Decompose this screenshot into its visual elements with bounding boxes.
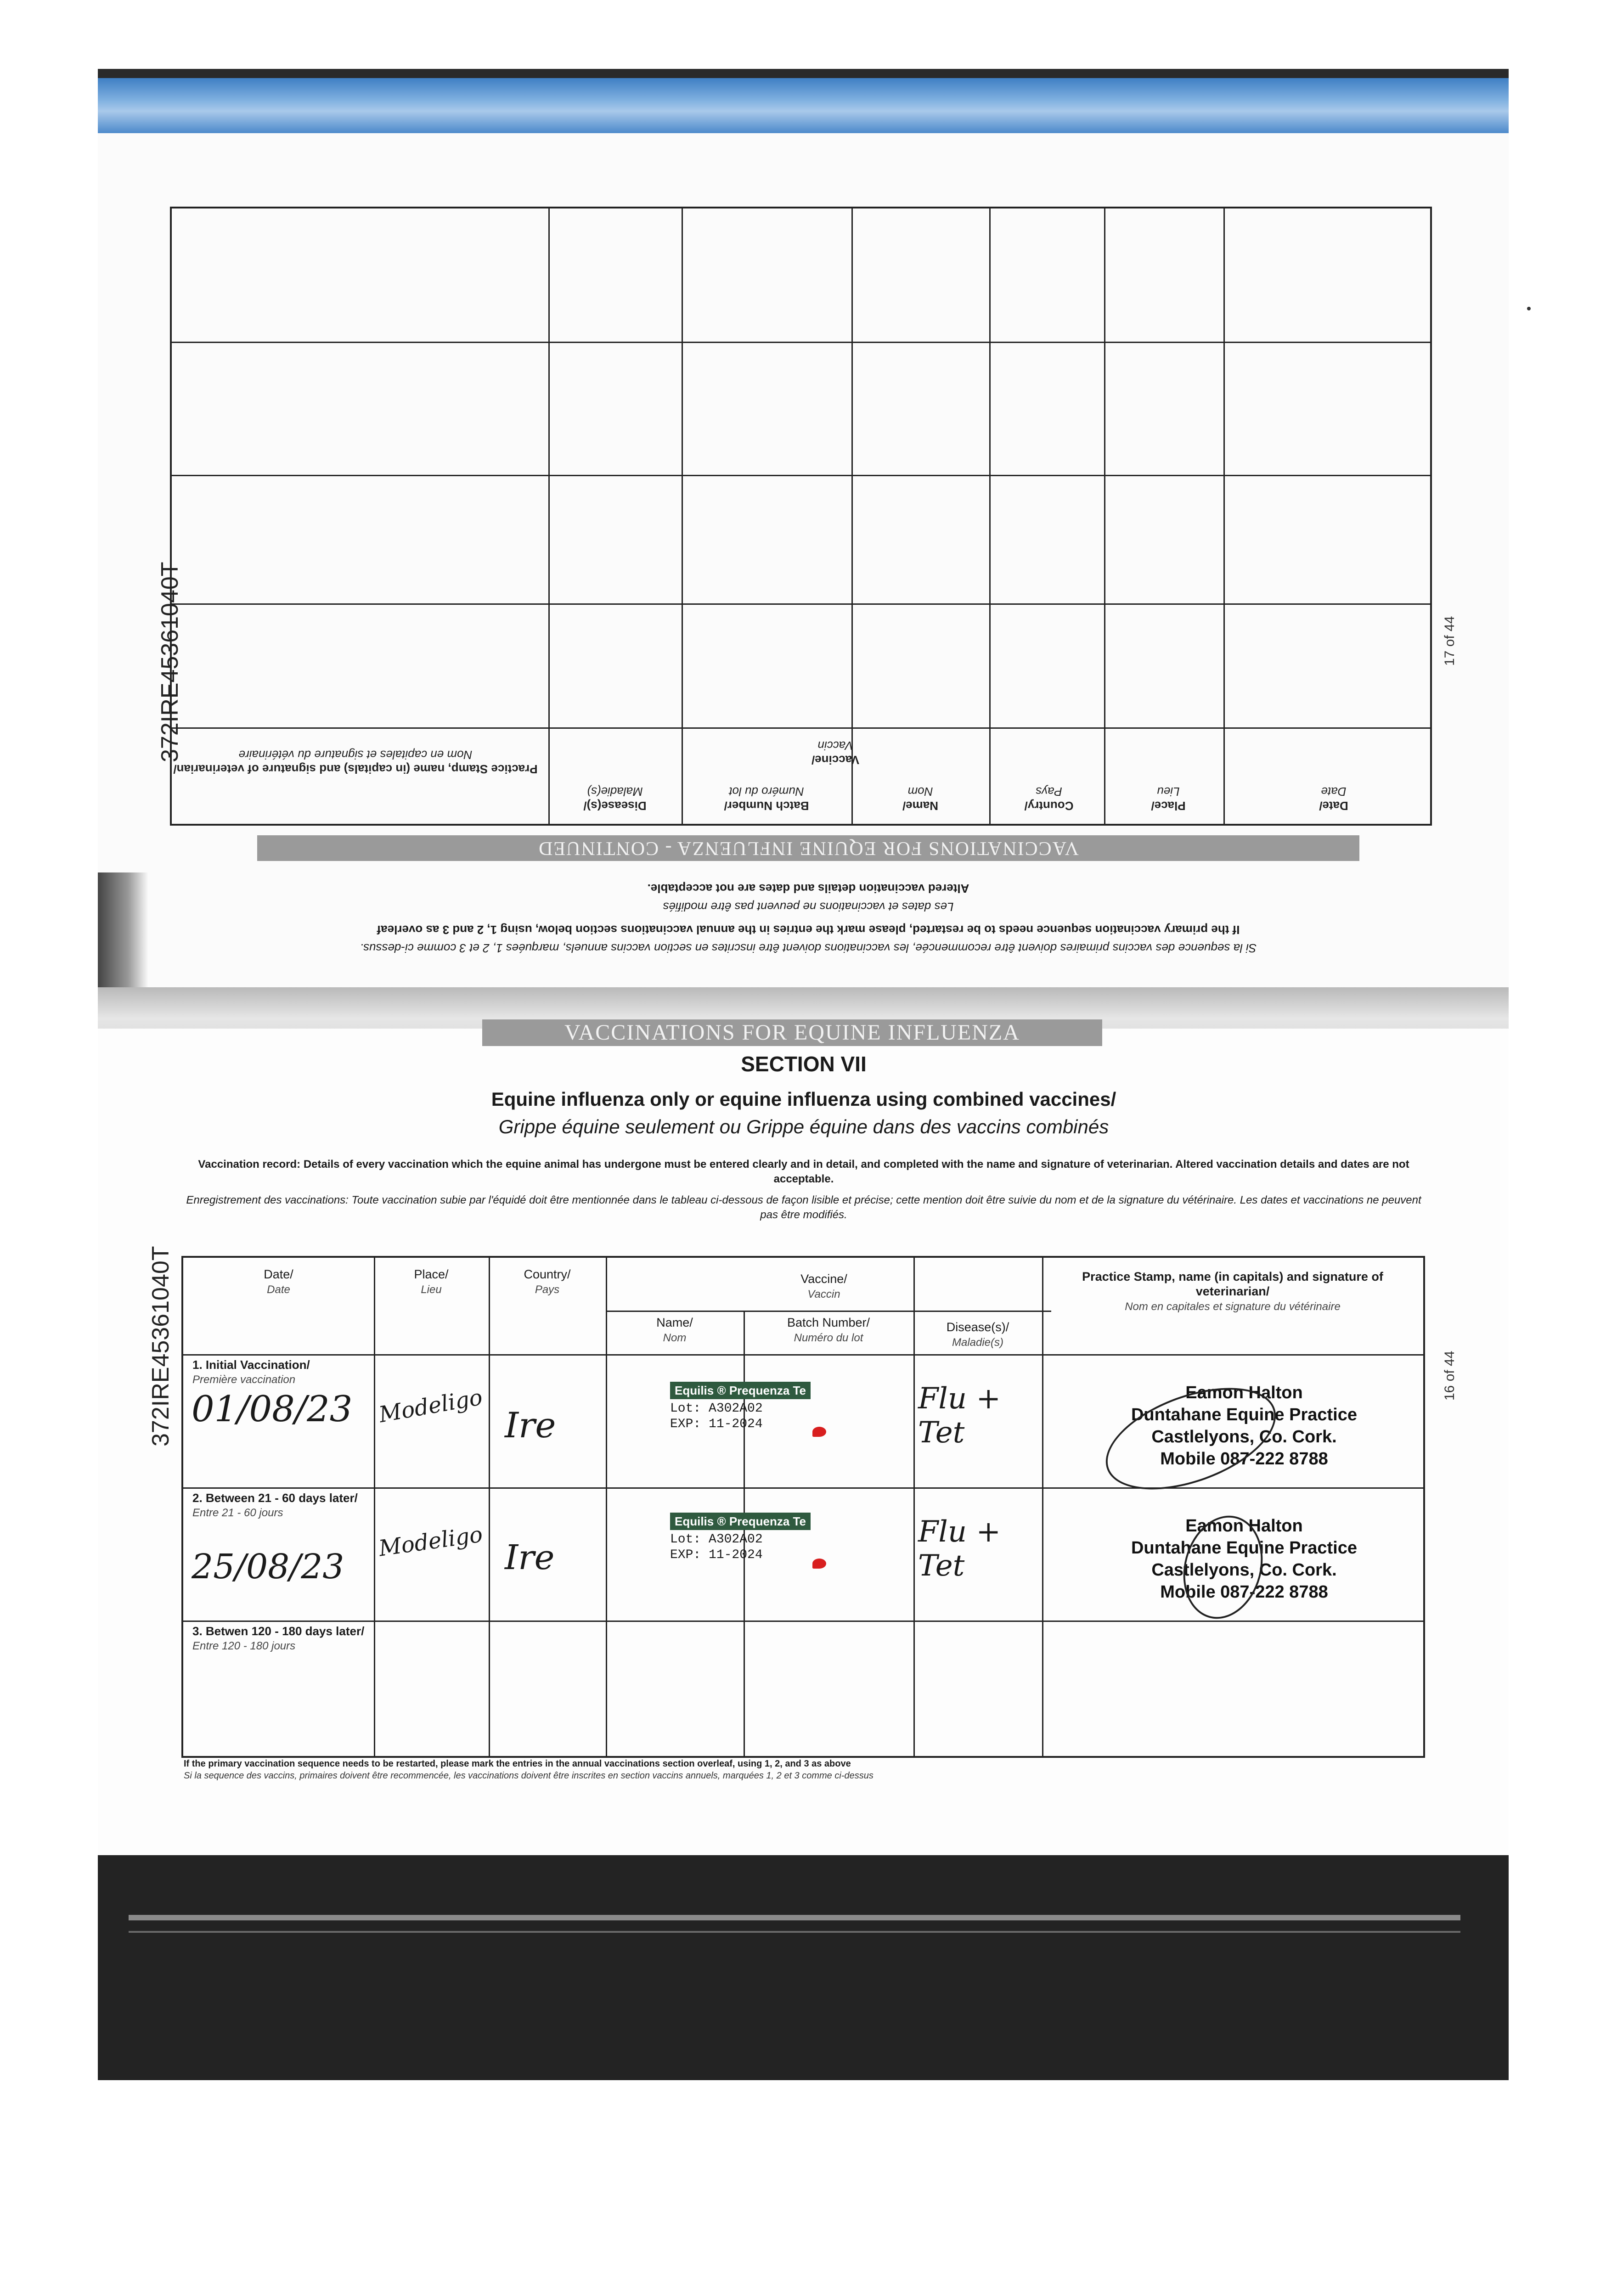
- upper-col-disease: Disease(s)/ Maladie(s): [583, 785, 647, 813]
- row-2-lot: Lot: A302A02: [670, 1532, 763, 1547]
- row-2-country: Ire: [505, 1538, 555, 1577]
- section-title: SECTION VII: [741, 1052, 867, 1076]
- upper-col-name: Name/ Nom: [902, 785, 939, 813]
- upper-col-country: Country/ Pays: [1024, 785, 1074, 813]
- footer-restart-fr: Si la sequence des vaccins, primaires doivent être recommencée, les vaccinations doivent être inscrites en section vaccins annuels, marquées 1, 2 et 3 comme ci-dessus: [184, 1771, 873, 1781]
- subtitle-en: Equine influenza only or equine influenza using combined vaccines/: [491, 1088, 1116, 1110]
- row-2-label: 2. Between 21 - 60 days later/ Entre 21 - 60 jours: [192, 1491, 358, 1519]
- upper-note-restart-en: If the primary vaccination sequence needs to be restarted, please mark the entries in the annual vaccinations section below, using 1, 2 and 3 as overleaf: [377, 923, 1240, 937]
- page-number-upper: 17 of 44: [1442, 616, 1457, 666]
- horse-id-lower: 372IRE45361040T: [147, 1246, 174, 1446]
- row-2-vet-stamp: Eamon Halton Duntahane Equine Practice Castlelyons, Co. Cork. Mobile 087-222 8788: [1131, 1516, 1357, 1602]
- scan-bottom-line-2: [129, 1931, 1460, 1933]
- upper-col-batch: Batch Number/ Numéro du lot: [724, 785, 809, 813]
- upper-header-band: VACCINATIONS FOR EQUINE INFLUENZA - CONTINUED: [257, 835, 1359, 861]
- upper-col-vaccine: Vaccine/ Vaccin: [811, 739, 860, 767]
- upper-col-date: Date/ Date: [1319, 785, 1348, 813]
- passport-cover-band: [98, 78, 1509, 133]
- row-1-red-mark: [812, 1427, 826, 1437]
- row-1-label: 1. Initial Vaccination/ Première vaccination: [192, 1358, 310, 1386]
- row-1-place: Modeligo: [377, 1384, 485, 1428]
- col-vaccine-name: Name/ Nom: [656, 1316, 693, 1344]
- record-instructions-fr: Enregistrement des vaccinations: Toute vaccination subie par l'équidé doit être mentionnée dans le tableau ci-dessous de façon lisible et précise; cette mention doit être suivie du nom et de la signature du vétérinaire. Les dates et vaccinations ne peuvent pas être modifiés.: [186, 1194, 1421, 1221]
- col-practice-stamp: Practice Stamp, name (in capitals) and signature of veterinarian/ Nom en capitales et signature du vétérinaire: [1082, 1270, 1383, 1313]
- upper-note-restart-fr: Si la sequence des vaccins primaires doivent être recommencée, les vaccinations doivent être inscrites en section vaccins annuels, marquées 1, 2 et 3 comme ci-dessus.: [360, 941, 1257, 955]
- row-1-vet-stamp: Eamon Halton Duntahane Equine Practice Castlelyons, Co. Cork. Mobile 087-222 8788: [1131, 1383, 1357, 1469]
- row-3-label: 3. Betwen 120 - 180 days later/ Entre 120 - 180 jours: [192, 1624, 365, 1652]
- row-1-lot: Lot: A302A02: [670, 1401, 763, 1416]
- col-vaccine: Vaccine/ Vaccin: [800, 1272, 847, 1300]
- upper-col-practice: Practice Stamp, name (in capitals) and signature of veterinarian/ Nom en capitales et signature du vétérinaire: [173, 748, 538, 776]
- upper-note-altered-en: Altered vaccination details and dates are not acceptable.: [647, 882, 969, 895]
- row-1-vaccine-label: [670, 1382, 811, 1432]
- row-1-country: Ire: [505, 1405, 556, 1446]
- row-2-red-mark: [812, 1559, 826, 1569]
- upper-vaccination-table: [170, 207, 1432, 826]
- row-1-disease: Flu + Tet: [918, 1382, 1001, 1450]
- scan-bottom-edge: [98, 1855, 1509, 2080]
- row-2-date: 25/08/23: [192, 1547, 344, 1587]
- page-number-lower: 16 of 44: [1442, 1351, 1457, 1401]
- row-2-disease: Flu + Tet: [918, 1515, 1001, 1583]
- col-batch-number: Batch Number/ Numéro du lot: [787, 1316, 870, 1344]
- upper-note-altered-fr: Les dates et vaccinations ne peuvent pas être modifiés: [663, 900, 954, 914]
- upper-col-place: Place/ Lieu: [1151, 785, 1186, 813]
- record-instructions-en: Vaccination record: Details of every vaccination which the equine animal has undergone must be entered clearly and in detail, and completed with the name and signature of veterinarian. Altered vaccination details and dates are not acceptable.: [198, 1158, 1409, 1185]
- subtitle-fr: Grippe équine seulement ou Grippe équine dans des vaccins combinés: [498, 1116, 1109, 1137]
- row-2-exp: EXP: 11-2024: [670, 1548, 763, 1562]
- row-2-vaccine-name: Equilis ® Prequenza Te: [670, 1513, 811, 1530]
- col-place: Place/ Lieu: [414, 1267, 449, 1296]
- upper-notes: [257, 827, 1359, 955]
- scan-bottom-line: [129, 1915, 1460, 1920]
- footer-restart-en: If the primary vaccination sequence needs to be restarted, please mark the entries in the annual vaccinations section overleaf, using 1, 2, and 3 as above: [184, 1759, 851, 1769]
- col-disease: Disease(s)/ Maladie(s): [946, 1320, 1009, 1349]
- row-1-vaccine-name: Equilis ® Prequenza Te: [670, 1382, 811, 1399]
- row-2-vaccine-label: [670, 1513, 811, 1563]
- col-date: Date/ Date: [264, 1267, 293, 1296]
- primary-vaccination-table: [181, 1256, 1425, 1758]
- col-country: Country/ Pays: [524, 1267, 571, 1296]
- row-1-exp: EXP: 11-2024: [670, 1417, 763, 1431]
- horse-id-upper: 372IRE45361040T: [157, 562, 183, 762]
- row-1-date: 01/08/23: [192, 1389, 353, 1430]
- lower-header-band: VACCINATIONS FOR EQUINE INFLUENZA: [482, 1019, 1102, 1046]
- row-2-place: Modeligo: [377, 1521, 485, 1562]
- scan-speck: [1527, 307, 1531, 310]
